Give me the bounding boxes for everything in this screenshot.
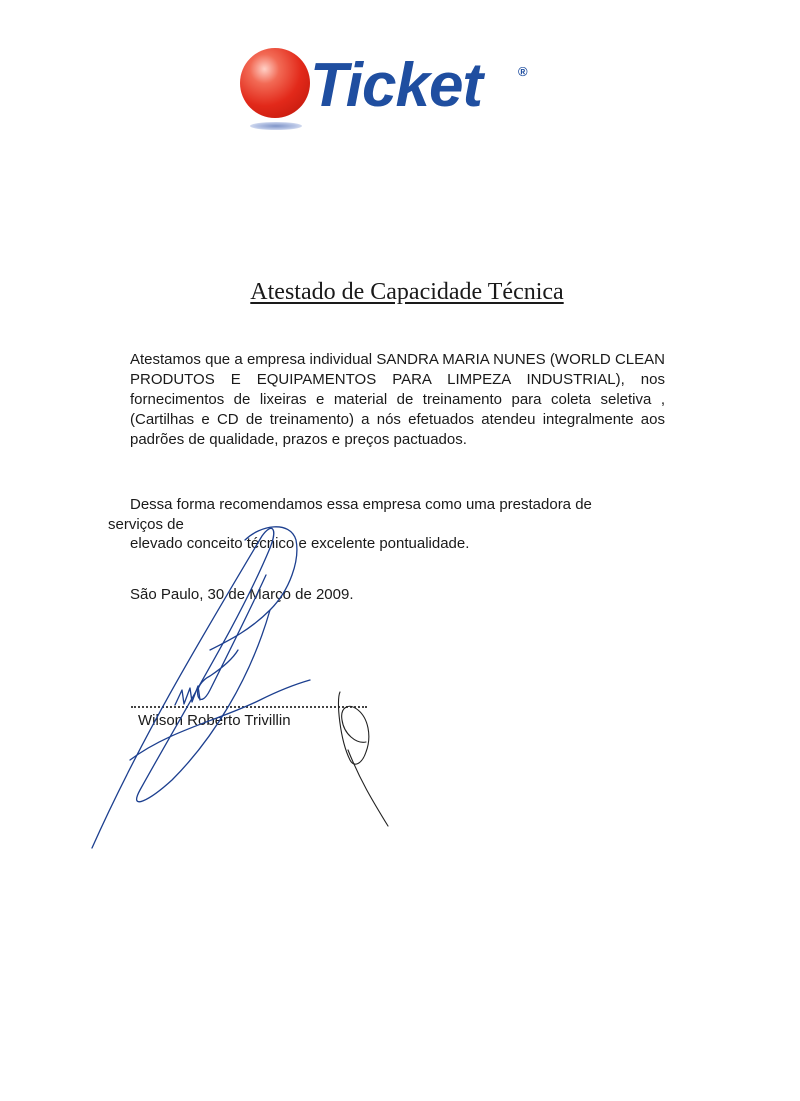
attestation-paragraph: Atestamos que a empresa individual SANDRA MARIA NUNES (WORLD CLEAN PRODUTOS E EQUIPAMENTOS PARA LIMPEZA INDUSTRIAL), nos fornecimentos de lixeiras e material de treinamento para coleta seletiva ,(Cartilhas e CD de treinamento) a nós efetuados atendeu integralmente aos padrões de qualidade, prazos e preços pactuados. bbox=[130, 351, 665, 448]
registered-mark: ® bbox=[518, 64, 528, 79]
signature-stroke-main bbox=[92, 528, 274, 848]
recommendation-line-1: Dessa forma recomendamos essa empresa como uma prestadora de bbox=[130, 496, 592, 513]
signer-name: Wilson Roberto Trivillin bbox=[138, 712, 291, 729]
signature-second-tail bbox=[348, 750, 388, 826]
document-title-text: Atestado de Capacidade Técnica bbox=[250, 279, 564, 305]
recommendation-line-2: serviços de bbox=[108, 516, 184, 533]
signature-stroke-loop bbox=[198, 575, 266, 699]
place-and-date: São Paulo, 30 de Março de 2009. bbox=[130, 586, 354, 603]
signature-second-initial bbox=[338, 692, 368, 764]
signature-stroke-flourish bbox=[210, 527, 297, 650]
recommendation-line-3: elevado conceito técnico e excelente pontualidade. bbox=[130, 535, 470, 552]
logo-wordmark: Ticket bbox=[310, 51, 483, 120]
signature-stroke-initials bbox=[175, 686, 200, 705]
